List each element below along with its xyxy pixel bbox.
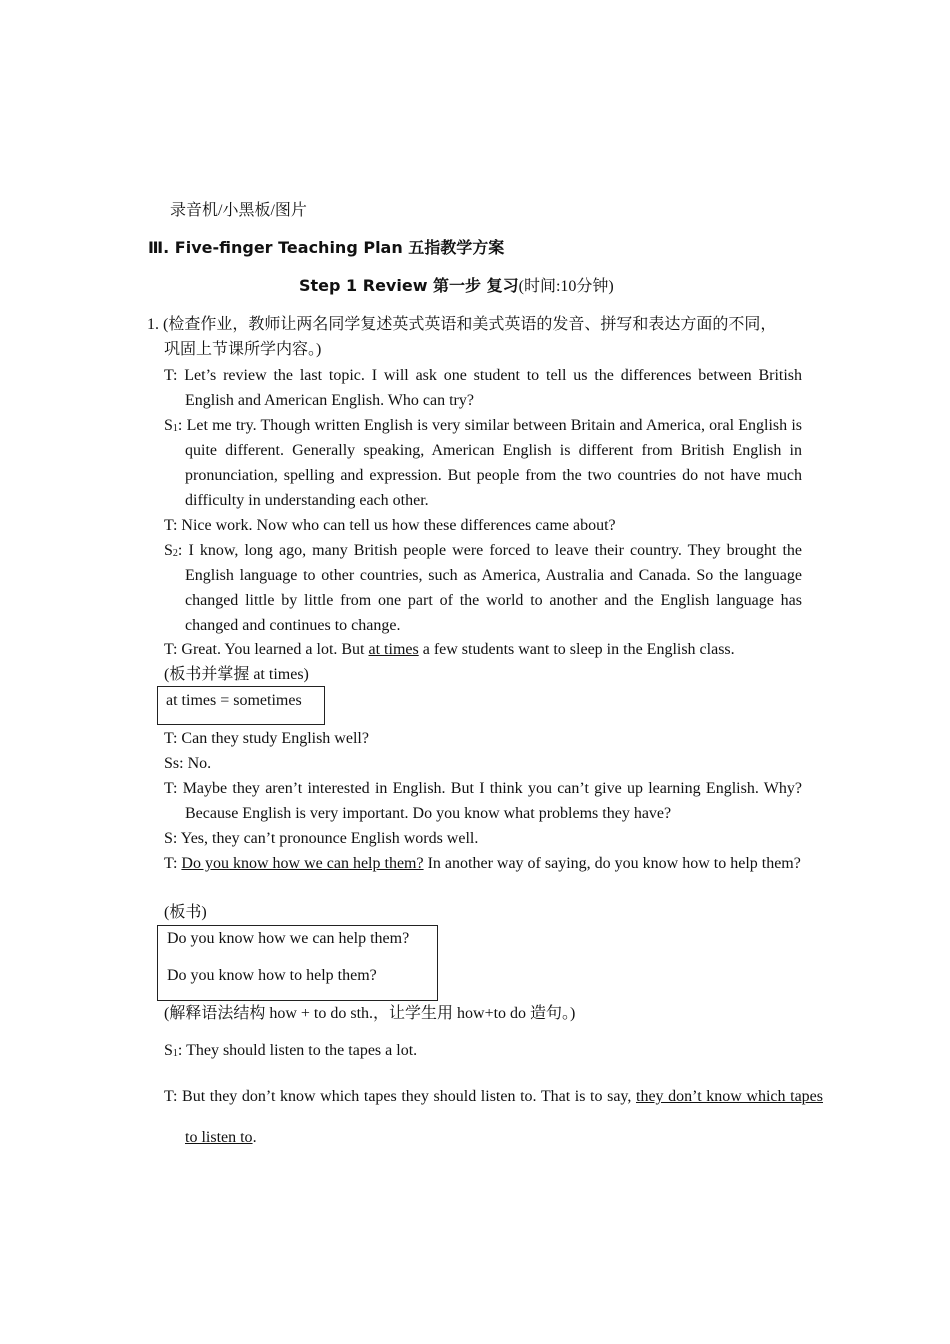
item1-number: 1. <box>147 316 163 333</box>
dialogue-t-review: T: Let’s review the last topic. I will ask one student to tell us the differences between British English and American English. Who can try? <box>164 367 803 409</box>
dialogue-s1-tapes: $S_1$: They should listen to the tapes a lot. <box>164 1042 418 1059</box>
item1-instruction-line2: 巩固上节课所学内容。) <box>164 341 322 358</box>
grammar-note: (解释语法结构 how + to do sth.，让学生用 how+to do 造句。) <box>164 1005 576 1022</box>
dialogue-t-study: T: Can they study English well? <box>164 730 369 747</box>
dialogue-t-tapes: T: But they don’t know which tapes they should listen to. That is to say, they don’t know which tapes to listen to. <box>164 1088 823 1146</box>
which-tapes-underlined: they don’t know which tapes to listen to <box>185 1088 823 1146</box>
at-times-underlined: at times <box>368 641 419 658</box>
board-box-how-to: Do you know how we can help them? Do you know how to help them? <box>157 925 438 1001</box>
dialogue-t-great: T: Great. You learned a lot. But at times a few students want to sleep in the English class. <box>164 641 735 658</box>
dialogue-t-maybe: T: Maybe they aren’t interested in English. But I think you can’t give up learning English. Why? Because English is very important. Do you know what problems they have? <box>164 780 802 822</box>
help-question-underlined: Do you know how we can help them? <box>181 855 424 872</box>
dialogue-ss-no: Ss: No. <box>164 755 212 772</box>
dialogue-s1-answer: $S_1$: Let me try. Though written English is very similar between Britain and America, oral English is quite different. Generally speaking, American English is different from British English in pronunciation, spelling and expression. But people from the two countries do not have much difficulty in understanding each other. <box>164 417 803 509</box>
item1-instruction-line1: 1. (检查作业，教师让两名同学复述英式英语和美式英语的发音、拼写和表达方面的不同， <box>147 316 777 333</box>
section-heading: Ⅲ. Five-finger Teaching Plan 五指教学方案 <box>148 238 505 257</box>
board-note-2: (板书) <box>164 904 207 921</box>
board-box-at-times: at times = sometimes <box>157 686 325 725</box>
dialogue-t-nice-work: T: Nice work. Now who can tell us how these differences came about? <box>164 517 616 534</box>
materials-line: 录音机/小黑板/图片 <box>170 202 307 219</box>
dialogue-s-pronounce: S: Yes, they can’t pronounce English words well. <box>164 830 479 847</box>
dialogue-t-help: T: Do you know how we can help them? In another way of saying, do you know how to help them? <box>164 855 801 872</box>
step-heading-time: (时间:10分钟) <box>518 278 614 295</box>
step-heading <box>299 276 614 297</box>
step-heading-title: Step 1 Review 第一步 复习 <box>299 276 519 295</box>
board-note-1: (板书并掌握 at times) <box>164 666 309 683</box>
dialogue-s2-answer: $S_2$: I know, long ago, many British people were forced to leave their country. They brought the English language to other countries, such as America, Australia and Canada. So the language changed little by little from one part of the world to another and the English language has changed and continues to change. <box>164 542 803 634</box>
